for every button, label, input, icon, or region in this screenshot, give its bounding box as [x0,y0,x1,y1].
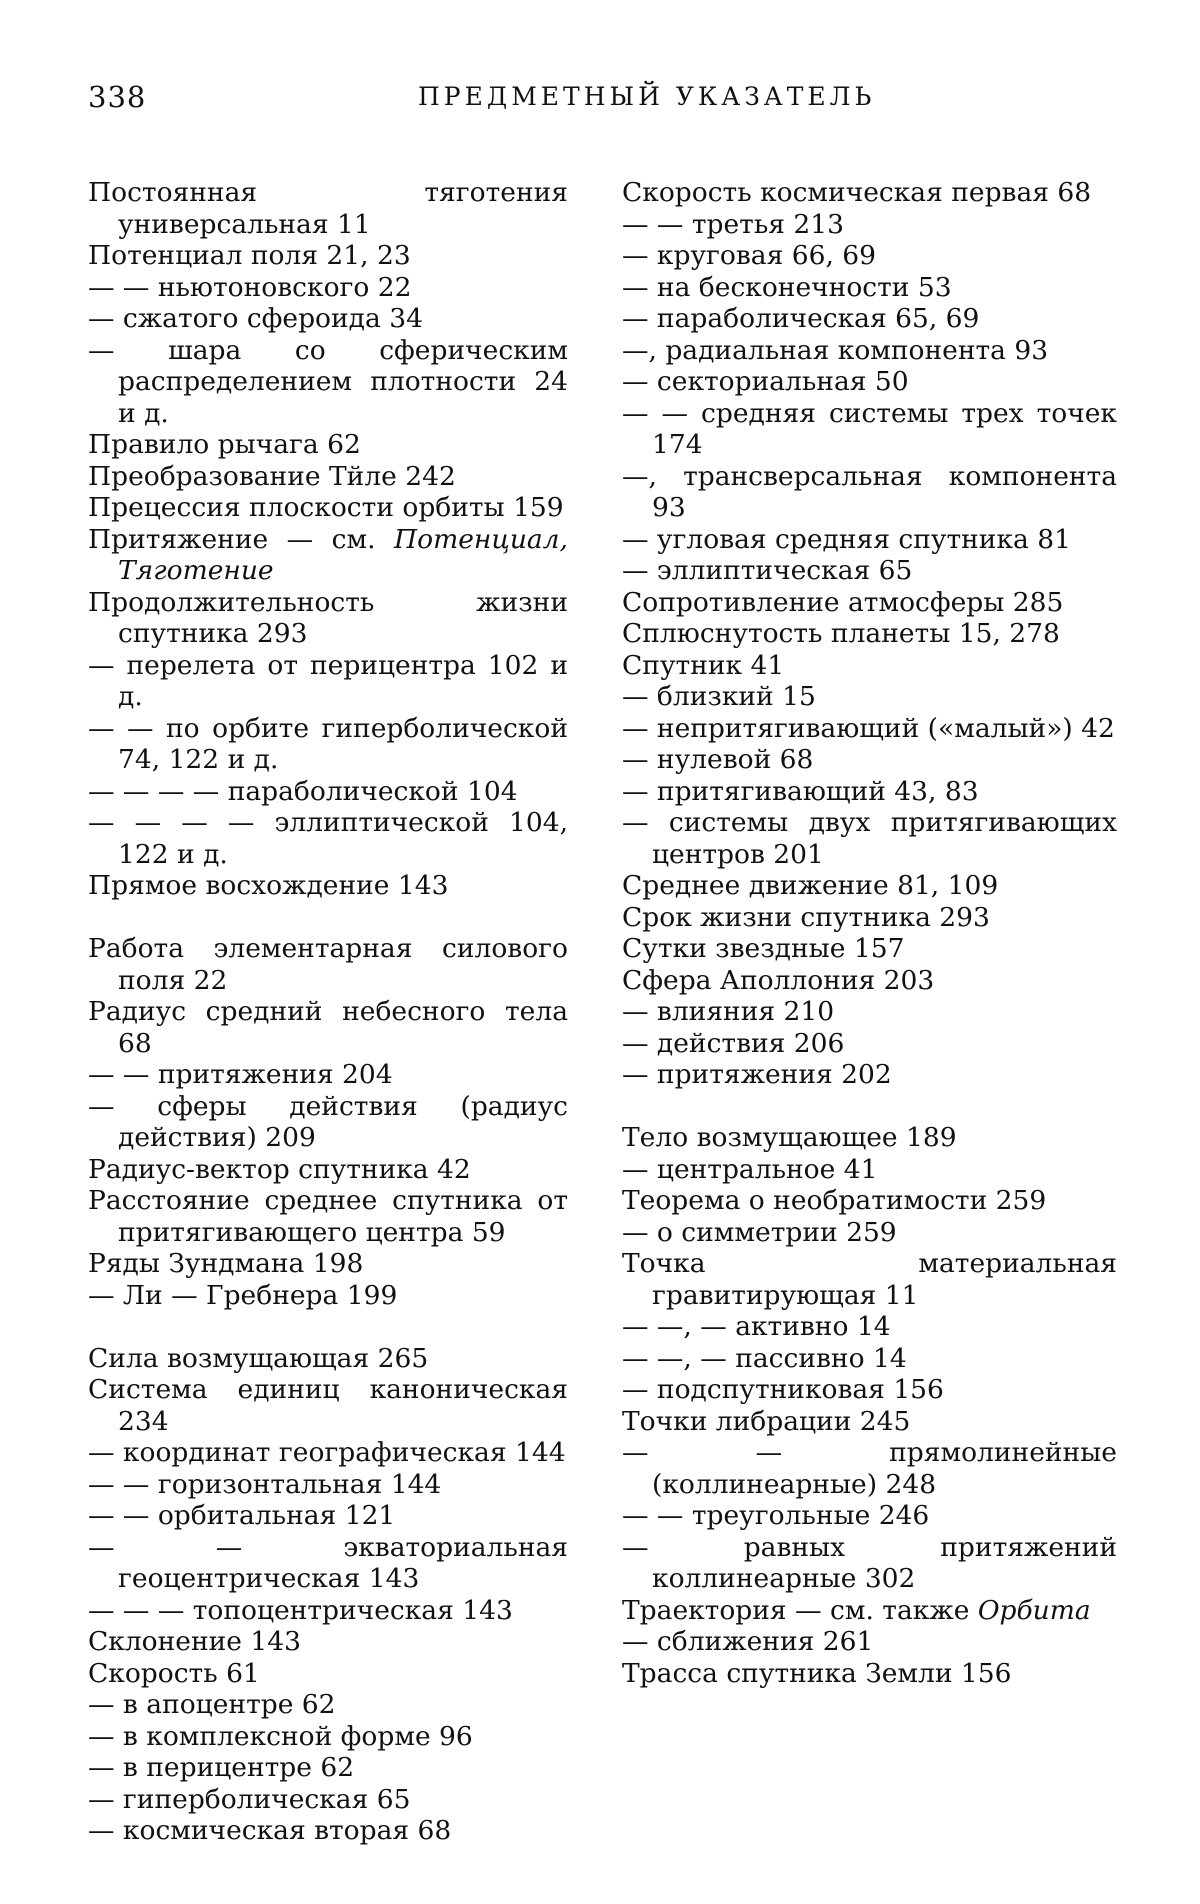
index-entry [88,776,568,808]
index-entry [88,461,568,493]
index-entry-text: Трасса спутника Земли 156 [622,1657,1012,1689]
index-entry [622,177,1117,209]
index-entry [622,1154,1117,1186]
index-entry-text: — действия 206 [622,1027,845,1059]
index-entry [622,1406,1117,1438]
index-entry [88,492,568,524]
index-entry-text: — параболическая 65, 69 [622,303,980,334]
index-entry-text: Сутки звездные 157 [622,933,905,964]
index-entry [88,177,568,240]
page-number: 338 [88,80,147,114]
index-entry-text: Сила возмущающая 265 [88,1342,429,1374]
index-entry [622,303,1117,335]
index-entry [622,209,1117,241]
index-entry [88,807,568,870]
index-entry [622,1185,1117,1217]
index-entry-text: Тело возмущающее 189 [622,1122,957,1153]
index-entry [622,965,1117,997]
index-entry-text: — Ли — Гребнера 199 [88,1279,398,1311]
index-entry [88,650,568,713]
index-entry-text: — —, — активно 14 [622,1311,891,1342]
index-entry [622,996,1117,1028]
index-entry [88,272,568,304]
index-entry [88,429,568,461]
index-entry-text: — — третья 213 [622,208,844,240]
index-entry-text: — — средняя системы трех точек 174 [622,397,1117,460]
index-entry [622,461,1117,524]
index-entry [88,1248,568,1280]
index-entry [88,1595,568,1627]
index-entry-text: — непритягивающий («малый») 42 [622,712,1115,744]
index-entry [622,366,1117,398]
index-entry [622,272,1117,304]
page-header [88,80,1118,120]
index-entry-text: — близкий 15 [622,681,816,712]
index-entry [622,555,1117,587]
index-entry [88,1469,568,1501]
index-entry [622,776,1117,808]
index-entry [622,1059,1117,1091]
index-entry-text: Работа элементарная силового поля 22 [88,933,568,996]
index-entry [622,1500,1117,1532]
index-entry [88,1689,568,1721]
index-column-right [622,177,1117,1689]
index-entry [622,618,1117,650]
index-entry [622,240,1117,272]
index-entry-text: — — — топоцентрическая 143 [88,1594,513,1626]
index-entry-text: Потенциал поля 21, 23 [88,240,411,271]
index-entry-text: Теорема о необратимости 259 [622,1185,1047,1216]
index-entry-text: Правило рычага 62 [88,429,361,460]
index-entry-text: — притягивающий 43, 83 [622,775,979,807]
index-entry [88,1154,568,1186]
index-entry [622,1532,1117,1595]
index-entry [88,1374,568,1437]
index-entry-text: — — — — параболической 104 [88,775,518,807]
index-entry [88,870,568,902]
index-entry-text: — — — — эллиптической 104, 122 и д. [88,807,568,870]
index-entry-text: Расстояние среднее спутника от притягивающего центра 59 [88,1185,568,1248]
index-entry [622,1248,1117,1311]
index-entry [622,524,1117,556]
index-entry [622,1311,1117,1343]
index-entry-text: Сфера Аполлония 203 [622,964,935,996]
index-entry-text: Радиус средний небесного тела 68 [88,996,568,1059]
index-entry [622,335,1117,367]
index-entry-text: — — прямолинейные (коллинеарные) 248 [622,1437,1117,1500]
index-entry [622,587,1117,619]
index-entry [622,1217,1117,1249]
index-entry-text: Прямое восхождение 143 [88,870,449,901]
index-entry-text: — подспутниковая 156 [622,1374,944,1405]
index-entry [88,1752,568,1784]
index-entry-text: —, трансверсальная компонента 93 [622,460,1117,523]
index-entry [88,240,568,272]
index-entry [622,681,1117,713]
index-entry-text: — в апоцентре 62 [88,1689,336,1720]
index-entry [622,933,1117,965]
index-entry-text: —, радиальная компонента 93 [622,334,1049,366]
index-entry-text: — —, — пассивно 14 [622,1342,907,1374]
index-entry-text: — в комплексной форме 96 [88,1720,473,1752]
index-entry-text: Скорость 61 [88,1657,260,1689]
index-entry-text: — влияния 210 [622,996,835,1027]
index-entry [88,1059,568,1091]
index-entry-text: Прецессия плоскости орбиты 159 [88,492,564,523]
index-entry-text: Точки либрации 245 [622,1405,911,1437]
index-entry [622,1658,1117,1690]
index-entry [622,713,1117,745]
index-entry [622,902,1117,934]
index-entry-text: — космическая вторая 68 [88,1815,452,1846]
index-entry-text: — центральное 41 [622,1153,878,1185]
index-entry [88,303,568,335]
index-entry [88,1658,568,1690]
index-entry-text: — угловая средняя спутника 81 [622,523,1071,555]
index-entry [88,1815,568,1847]
index-entry-text: — — экваториальная геоцентрическая 143 [88,1531,568,1594]
index-entry-text: — нулевой 68 [622,744,814,775]
index-entry-text: — шара со сферическим распределением плотности 24 и д. [88,334,568,429]
index-entry [88,1343,568,1375]
index-entry-text: — сферы действия (радиус действия) 209 [88,1090,568,1153]
index-entry-text: — сжатого сфероида 34 [88,303,423,334]
index-entry [622,1626,1117,1658]
index-entry-text: — — треугольные 246 [622,1500,930,1531]
index-entry-text: — о симметрии 259 [622,1216,897,1248]
index-entry-text: — перелета от перицентра 102 и д. [88,649,568,712]
index-entry [88,524,568,587]
index-entry-text: Скорость космическая первая 68 [622,177,1092,208]
index-entry-text: — системы двух притягивающих центров 201 [622,807,1117,870]
index-entry-text: — — горизонтальная 144 [88,1468,442,1500]
index-entry-text: — координат географическая 144 [88,1437,566,1468]
index-column-left [88,177,568,1847]
index-entry [88,587,568,650]
index-entry-text: — эллиптическая 65 [622,555,913,586]
index-entry [88,933,568,996]
index-entry-text: — — притяжения 204 [88,1059,393,1090]
index-entry-text: — сближения 261 [622,1626,874,1657]
index-entry-text: Радиус-вектор спутника 42 [88,1153,471,1185]
index-entry-text: Притяжение — см. [88,523,376,555]
index-entry [622,1343,1117,1375]
index-entry [88,996,568,1059]
index-entry [88,1721,568,1753]
index-entry-text: Среднее движение 81, 109 [622,870,999,901]
index-entry [88,1532,568,1595]
index-entry [88,1500,568,1532]
index-entry-text: Постоянная тяготения универсальная 11 [88,177,568,240]
running-title: ПРЕДМЕТНЫЙ УКАЗАТЕЛЬ [418,82,876,111]
index-entry-reference: Потенциал, Тяготение [118,523,568,586]
index-entry [622,870,1117,902]
index-entry-text: Срок жизни спутника 293 [622,901,990,933]
index-entry [622,1122,1117,1154]
index-entry-text: Продолжительность жизни спутника 293 [88,586,568,649]
index-entry-text: Траектория — см. также [622,1594,970,1626]
index-entry-text: — на бесконечности 53 [622,271,952,303]
index-entry-text: Преобразование Тйле 242 [88,460,456,492]
index-entry-text: Склонение 143 [88,1626,301,1657]
index-entry [88,713,568,776]
index-entry-text: Система единиц каноническая 234 [88,1374,568,1437]
index-entry [88,1626,568,1658]
index-entry-text: Ряды Зундмана 198 [88,1248,364,1279]
index-entry [88,1437,568,1469]
index-entry [88,335,568,430]
index-entry-text: — гиперболическая 65 [88,1783,411,1815]
index-entry-reference: Орбита [977,1594,1091,1626]
index-entry-text: — притяжения 202 [622,1059,892,1090]
index-entry [622,398,1117,461]
index-entry [622,650,1117,682]
index-entry-text: Спутник 41 [622,649,785,681]
index-entry [88,1185,568,1248]
index-entry-text: Сопротивление атмосферы 285 [622,586,1064,618]
index-entry-text: — — ньютоновского 22 [88,271,412,303]
index-entry-text: — — по орбите гиперболической 74, 122 и д. [88,712,568,775]
index-entry-text: — круговая 66, 69 [622,240,877,271]
index-entry-text: — равных притяжений коллинеарные 302 [622,1531,1117,1594]
index-entry-text: — секториальная 50 [622,366,909,397]
index-entry [622,744,1117,776]
index-entry [622,1374,1117,1406]
index-entry-text: — — орбитальная 121 [88,1500,396,1531]
index-entry [622,1595,1117,1627]
index-entry [88,1784,568,1816]
index-entry [88,1091,568,1154]
index-entry-text: Сплюснутость планеты 15, 278 [622,618,1060,649]
index-entry [622,1437,1117,1500]
index-entry [622,1028,1117,1060]
index-entry [622,807,1117,870]
index-entry-text: — в перицентре 62 [88,1752,355,1783]
index-entry [88,1280,568,1312]
index-entry-text: Точка материальная гравитирующая 11 [622,1248,1117,1311]
